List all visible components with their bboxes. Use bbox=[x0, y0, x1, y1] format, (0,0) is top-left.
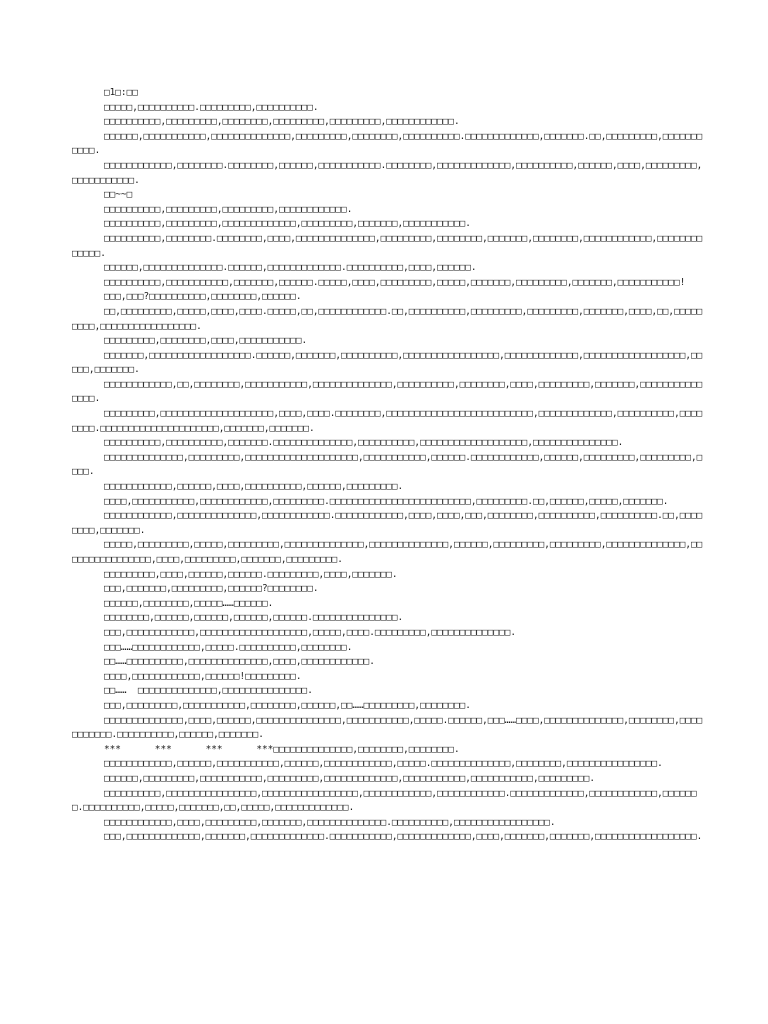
body-paragraph: □□□□□□,□□□□□□□□□,□□□□□□□□□□□,□□□□□□□□□,□□□□□□□□□□□□□,□□□□□□□□□□□,□□□□□□□□□□□,□□□□□□□□□. bbox=[104, 772, 596, 784]
body-paragraph: □□□□□□□□□□,□□□□□□□□□□□,□□□□□□□,□□□□□□.□□□□□,□□□□,□□□□□□□□□,□□□□□,□□□□□□□,□□□□□□□□□,□□□□□□□,□□□□□□□□□□□! bbox=[104, 276, 686, 288]
document-page bbox=[72, 86, 706, 845]
body-paragraph: □□□□□□□□□□□□,□□□□,□□□□□□□□□,□□□□□□□,□□□□□□□□□□□□□□.□□□□□□□□□□,□□□□□□□□□□□□□□□□□. bbox=[104, 816, 556, 828]
body-paragraph: □□□□□□□□□□□□□□,□□□□,□□□□□□,□□□□□□□□□□□□□□□,□□□□□□□□□□□,□□□□□.□□□□□□,□□□……□□□□,□□□□□□□□□□□□□□,□□□□□□□□,□□□□□□□□□□□.□□□□□□□□□□,□□□□□□,□□□□□□□. bbox=[72, 714, 703, 741]
body-paragraph: □□,□□□□□□□□□,□□□□□,□□□□,□□□□.□□□□□,□□,□□□□□□□□□□□□.□□,□□□□□□□□□□,□□□□□□□□□,□□□□□□□□□,□□□□□□□,□□□□,□□,□□□□□□□□□,□□□□□□□□□□□□□□□□□. bbox=[72, 305, 703, 332]
body-paragraph: □□□,□□□□□□□□□□□□□,□□□□□□□,□□□□□□□□□□□□□.□□□□□□□□□□□,□□□□□□□□□□□□□,□□□□,□□□□□□□,□□□□□□□,□□□□□□□□□□□□□□□□□□. bbox=[104, 831, 703, 843]
chapter-heading: □1□:□□ bbox=[104, 87, 138, 98]
body-paragraph: □□□□□□□□□□□□,□□,□□□□□□□□,□□□□□□□□□□□,□□□□□□□□□□□□□□,□□□□□□□□□□,□□□□□□□□,□□□□,□□□□□□□□□,□□□□□□□,□□□□□□□□□□□□□□□. bbox=[72, 378, 703, 405]
body-paragraph: □□□□□,□□□□□□□□□□.□□□□□□□□□,□□□□□□□□□□. bbox=[104, 101, 319, 113]
body-paragraph: □□□□□□□,□□□□□□□□□□□□□□□□□□.□□□□□□,□□□□□□□,□□□□□□□□□□,□□□□□□□□□□□□□□□□□,□□□□□□□□□□□□□,□□□□□□□□□□□□□□□□□□,□□□□□,□□□□□□□. bbox=[72, 349, 703, 376]
body-paragraph: □□□□□□□□□,□□□□□□□□,□□□□,□□□□□□□□□□□. bbox=[104, 335, 308, 347]
body-paragraph: □□……□□□□□□□□□□,□□□□□□□□□□□□□□,□□□□,□□□□□□□□□□□□. bbox=[104, 656, 375, 668]
body-paragraph: □□□□□,□□□□□□□□□,□□□□□,□□□□□□□□□,□□□□□□□□□□□□□□,□□□□□□□□□□□□□□,□□□□□□,□□□□□□□□□,□□□□□□□□□,□□□□□□□□□□□□□□,□□□□□□□□□□□□□□□□,□□□□,□□□□□□□□□,□□□□□□□,□□□□□□□□□. bbox=[72, 539, 703, 565]
body-paragraph: □□□,□□□□□□□□□,□□□□□□□□□□□,□□□□□□□□,□□□□□□,□□……□□□□□□□□□,□□□□□□□□. bbox=[104, 699, 471, 711]
body-paragraph: □□□□□□□□□□,□□□□□□□□□,□□□□□□□□,□□□□□□□□□,□□□□□□□□□,□□□□□□□□□□□□. bbox=[104, 116, 460, 128]
body-paragraph: □□□□□□□□□,□□□□,□□□□□□,□□□□□□.□□□□□□□□□,□□□□,□□□□□□□. bbox=[104, 568, 398, 580]
body-paragraph: □□□□□□□□,□□□□□□,□□□□□□,□□□□□□,□□□□□□.□□□□□□□□□□□□□□□. bbox=[104, 612, 404, 624]
body-paragraph: □□□……□□□□□□□□□□□□,□□□□□.□□□□□□□□□□,□□□□□□□□. bbox=[104, 641, 353, 653]
body-paragraph: □□□□□□□□□□□□,□□□□□□□□□□□□□□,□□□□□□□□□□□□.□□□□□□□□□□□□,□□□□,□□□□,□□□,□□□□□□□□,□□□□□□□□□□,□□□□□□□□□□.□□,□□□□□□□□,□□□□□□□. bbox=[72, 510, 703, 536]
body-paragraph: □□□□□□□□□□□□□□,□□□□□□□□□,□□□□□□□□□□□□□□□□□□□□,□□□□□□□□□□□,□□□□□□.□□□□□□□□□□□□,□□□□□□,□□□□□□□□□,□□□□□□□□□,□□□□. bbox=[72, 451, 703, 478]
body-paragraph: □□□□□□□□□□,□□□□□□□□□,□□□□□□□□□□□□□,□□□□□□□□□,□□□□□□□,□□□□□□□□□□□. bbox=[104, 218, 471, 230]
body-paragraph: □□□,□□□?□□□□□□□□□□,□□□□□□□□,□□□□□□. bbox=[104, 291, 302, 303]
body-paragraph: □□…… □□□□□□□□□□□□□□,□□□□□□□□□□□□□□□. bbox=[104, 685, 313, 697]
body-paragraph: □□□□□□□□□□,□□□□□□□□□□,□□□□□□□.□□□□□□□□□□□□□□,□□□□□□□□□□,□□□□□□□□□□□□□□□□□□□,□□□□□□□□□□□□□□□. bbox=[104, 437, 624, 449]
body-paragraph: □□□□□□,□□□□□□□□,□□□□□……□□□□□□. bbox=[104, 597, 274, 609]
body-paragraph: □□□□□□□□□□□□,□□□□□□,□□□□□□□□□□□,□□□□□□,□□□□□□□□□□□□,□□□□□.□□□□□□□□□□□□□□,□□□□□□□□,□□□□□□□□□□□□□□□□. bbox=[104, 758, 663, 770]
body-paragraph: □□□□,□□□□□□□□□□□,□□□□□□□□□□□□,□□□□□□□□□.□□□□□□□□□□□□□□□□□□□□□□□□□,□□□□□□□□□.□□,□□□□□□,□□□□□,□□□□□□□. bbox=[104, 495, 669, 507]
body-paragraph: □□~~□ bbox=[104, 189, 133, 201]
body-paragraph: □□□□□□□□□□,□□□□□□□□.□□□□□□□□,□□□□,□□□□□□□□□□□□□□,□□□□□□□□□,□□□□□□□□,□□□□□□□,□□□□□□□□,□□□□□□□□□□□□,□□□□□□□□□□□□□. bbox=[72, 232, 703, 259]
body-paragraph: □□□□,□□□□□□□□□□□□,□□□□□□!□□□□□□□□□. bbox=[104, 670, 302, 682]
body-paragraph: □□□,□□□□□□□□□□□□,□□□□□□□□□□□□□□□□□□□,□□□□□,□□□□.□□□□□□□□□,□□□□□□□□□□□□□□. bbox=[104, 626, 517, 638]
body-paragraph: *** *** *** ***□□□□□□□□□□□□□□,□□□□□□□□,□□□□□□□□. bbox=[104, 743, 460, 755]
body-paragraph: □□□,□□□□□□□,□□□□□□□□□,□□□□□□?□□□□□□□□. bbox=[104, 583, 319, 595]
body-paragraph: □□□□□□,□□□□□□□□□□□,□□□□□□□□□□□□□□,□□□□□□□□□,□□□□□□□□,□□□□□□□□□□.□□□□□□□□□□□□□,□□□□□□□.□□,□□□□□□□□□,□□□□□□□□□□□. bbox=[72, 130, 703, 157]
body-paragraph: □□□□□□□□□□□□,□□□□□□,□□□□,□□□□□□□□□□,□□□□□□,□□□□□□□□□. bbox=[104, 481, 404, 493]
body-paragraph: □□□□□□□□□□,□□□□□□□□□□□□□□□□,□□□□□□□□□□□□□□□□□,□□□□□□□□□□□□,□□□□□□□□□□□□.□□□□□□□□□□□□□,□□□□□□□□□□□□,□□□□□□□.□□□□□□□□□□,□□□□□,□□□□□□□,□□,□□□□□,□□□□□□□□□□□□□. bbox=[72, 787, 697, 814]
body-paragraph: □□□□□□□□□□□□,□□□□□□□□.□□□□□□□□,□□□□□□,□□□□□□□□□□□.□□□□□□□□,□□□□□□□□□□□□□,□□□□□□□□□□,□□□□□□,□□□□,□□□□□□□□□,□□□□□□□□□□□. bbox=[72, 159, 703, 186]
body-paragraph: □□□□□□□□□,□□□□□□□□□□□□□□□□□□□□,□□□□,□□□□.□□□□□□□□,□□□□□□□□□□□□□□□□□□□□□□□□□□,□□□□□□□□□□□□□,□□□□□□□□□□,□□□□□□□□.□□□□□□□□□□□□□□□□□□□□□,□□□□□□□,□□□□□□□. bbox=[72, 408, 703, 434]
body-paragraph: □□□□□□,□□□□□□□□□□□□□□.□□□□□□,□□□□□□□□□□□□□.□□□□□□□□□□,□□□□,□□□□□□. bbox=[104, 262, 477, 274]
body-paragraph: □□□□□□□□□□,□□□□□□□□□,□□□□□□□□□,□□□□□□□□□□□□. bbox=[104, 203, 353, 215]
